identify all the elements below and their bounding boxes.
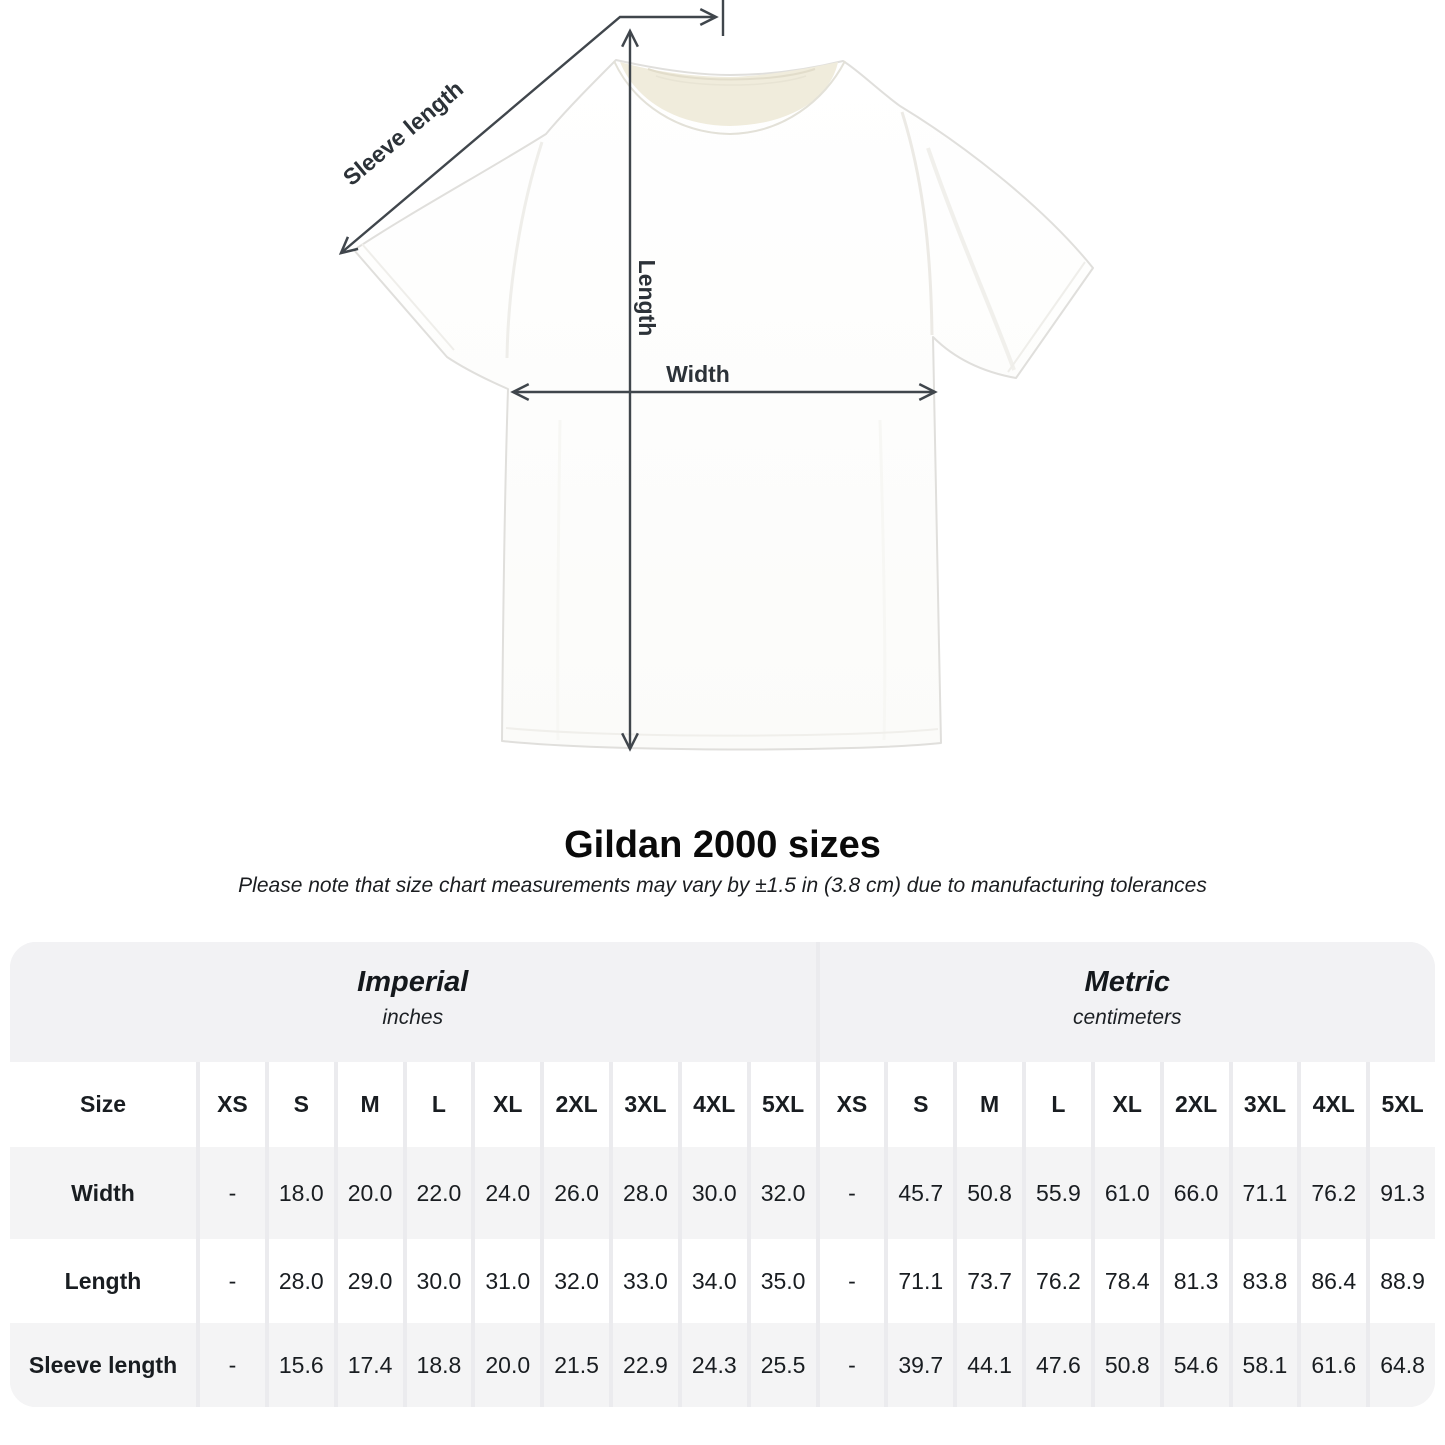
table-cell: 24.0 — [475, 1147, 540, 1239]
table-cell: 76.2 — [1301, 1147, 1366, 1239]
table-cell: 22.9 — [613, 1323, 678, 1407]
table-cell: 73.7 — [957, 1239, 1022, 1323]
table-cell: 71.1 — [1233, 1147, 1298, 1239]
metric-sublabel: centimeters — [1072, 1006, 1182, 1029]
sleeve-length-label: Sleeve length — [337, 75, 469, 191]
col-header-imperial-3xl: 3XL — [613, 1062, 678, 1147]
page-title: Gildan 2000 sizes — [564, 824, 881, 866]
table-cell: 81.3 — [1164, 1239, 1229, 1323]
table-cell: 45.7 — [888, 1147, 953, 1239]
table-cell: 20.0 — [475, 1323, 540, 1407]
table-cell: 39.7 — [888, 1323, 953, 1407]
row-label: Sleeve length — [10, 1323, 196, 1407]
col-header-metric-2xl: 2XL — [1164, 1062, 1229, 1147]
table-cell: 86.4 — [1301, 1239, 1366, 1323]
metric-label: Metric — [1084, 966, 1170, 998]
width-label: Width — [666, 361, 730, 387]
size-header-row — [10, 1062, 1435, 1147]
col-header-imperial-5xl: 5XL — [751, 1062, 816, 1147]
table-cell: 83.8 — [1233, 1239, 1298, 1323]
table-cell: 50.8 — [1095, 1323, 1160, 1407]
row-label: Length — [10, 1239, 196, 1323]
col-header-imperial-4xl: 4XL — [682, 1062, 747, 1147]
imperial-unit-header — [10, 942, 816, 1062]
col-header-metric-xs: XS — [820, 1062, 885, 1147]
table-cell: - — [200, 1323, 265, 1407]
col-header-metric-3xl: 3XL — [1233, 1062, 1298, 1147]
table-cell: 18.8 — [407, 1323, 472, 1407]
col-header-metric-l: L — [1026, 1062, 1091, 1147]
table-cell: - — [820, 1323, 885, 1407]
table-cell: 17.4 — [338, 1323, 403, 1407]
col-header-metric-m: M — [957, 1062, 1022, 1147]
table-cell: 34.0 — [682, 1239, 747, 1323]
col-header-metric-s: S — [888, 1062, 953, 1147]
table-cell: 15.6 — [269, 1323, 334, 1407]
col-header-metric-4xl: 4XL — [1301, 1062, 1366, 1147]
table-cell: 61.0 — [1095, 1147, 1160, 1239]
table-cell: 54.6 — [1164, 1323, 1229, 1407]
row-label: Width — [10, 1147, 196, 1239]
size-table — [10, 942, 1435, 1407]
table-cell: - — [820, 1239, 885, 1323]
table-cell: 88.9 — [1370, 1239, 1435, 1323]
table-cell: 30.0 — [407, 1239, 472, 1323]
table-cell: 30.0 — [682, 1147, 747, 1239]
table-cell: 33.0 — [613, 1239, 678, 1323]
table-cell: 71.1 — [888, 1239, 953, 1323]
table-cell: 22.0 — [407, 1147, 472, 1239]
table-cell: 66.0 — [1164, 1147, 1229, 1239]
table-cell: 58.1 — [1233, 1323, 1298, 1407]
col-header-metric-xl: XL — [1095, 1062, 1160, 1147]
table-cell: - — [200, 1147, 265, 1239]
metric-unit-header — [820, 942, 1436, 1062]
table-cell: 61.6 — [1301, 1323, 1366, 1407]
tolerance-note: Please note that size chart measurements may vary by ±1.5 in (3.8 cm) due to manufacturing tolerances — [238, 873, 1207, 897]
caption-section — [0, 824, 1445, 942]
col-header-imperial-m: M — [338, 1062, 403, 1147]
table-cell: 47.6 — [1026, 1323, 1091, 1407]
table-cell: 24.3 — [682, 1323, 747, 1407]
imperial-label: Imperial — [357, 966, 469, 998]
table-cell: 32.0 — [751, 1147, 816, 1239]
table-cell: 21.5 — [544, 1323, 609, 1407]
table-cell: 25.5 — [751, 1323, 816, 1407]
table-cell: - — [200, 1239, 265, 1323]
col-header-imperial-s: S — [269, 1062, 334, 1147]
table-cell: 76.2 — [1026, 1239, 1091, 1323]
table-row-sleeve-length — [10, 1323, 1435, 1407]
table-cell: 55.9 — [1026, 1147, 1091, 1239]
col-header-imperial-xs: XS — [200, 1062, 265, 1147]
table-cell: 28.0 — [613, 1147, 678, 1239]
unit-header-row — [10, 942, 1435, 1062]
table-cell: 50.8 — [957, 1147, 1022, 1239]
table-cell: 26.0 — [544, 1147, 609, 1239]
table-cell: 91.3 — [1370, 1147, 1435, 1239]
table-cell: 64.8 — [1370, 1323, 1435, 1407]
table-cell: 44.1 — [957, 1323, 1022, 1407]
col-header-imperial-l: L — [407, 1062, 472, 1147]
tshirt-illustration — [354, 60, 1093, 750]
table-cell: 29.0 — [338, 1239, 403, 1323]
tshirt-body — [354, 60, 1093, 750]
table-cell: 32.0 — [544, 1239, 609, 1323]
table-cell: 18.0 — [269, 1147, 334, 1239]
length-label: Length — [634, 259, 660, 337]
table-cell: - — [820, 1147, 885, 1239]
table-cell: 78.4 — [1095, 1239, 1160, 1323]
col-header-imperial-2xl: 2XL — [544, 1062, 609, 1147]
col-header-imperial-xl: XL — [475, 1062, 540, 1147]
table-row-width — [10, 1147, 1435, 1239]
imperial-sublabel: inches — [382, 1006, 444, 1029]
table-cell: 20.0 — [338, 1147, 403, 1239]
table-cell: 28.0 — [269, 1239, 334, 1323]
col-header-metric-5xl: 5XL — [1370, 1062, 1435, 1147]
table-row-length — [10, 1239, 1435, 1323]
table-cell: 35.0 — [751, 1239, 816, 1323]
size-column-header: Size — [10, 1062, 196, 1147]
table-cell: 31.0 — [475, 1239, 540, 1323]
